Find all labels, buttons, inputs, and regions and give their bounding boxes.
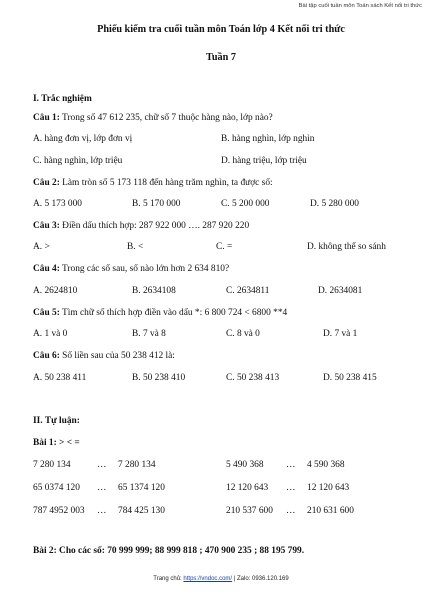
question-text: Trong số 47 612 235, chữ số 7 thuộc hàng nào, lớp nào? [59, 113, 273, 123]
q2-option-d[interactable]: D. 5 280 000 [310, 199, 359, 209]
q4-option-c[interactable]: C. 2634811 [226, 286, 270, 296]
q5-option-c[interactable]: C. 8 và 0 [226, 329, 260, 339]
question-text: Làm tròn số 5 173 118 đến hàng trăm nghìn, ta được số: [59, 178, 273, 188]
question-label: Câu 6: [33, 351, 60, 361]
q3-option-b[interactable]: B. < [127, 242, 144, 252]
bai-1-label: Bài 1: > < = [33, 438, 80, 448]
q6-option-a[interactable]: A. 50 238 411 [33, 373, 87, 383]
q1-option-c[interactable]: C. hàng nghìn, lớp triệu [33, 156, 123, 166]
question-label: Câu 2: [33, 178, 60, 188]
q3-option-a[interactable]: A. > [33, 242, 50, 252]
cmp-left-number: 210 537 600 [226, 506, 273, 516]
q6-option-d[interactable]: D. 50 238 415 [323, 373, 377, 383]
question-label: Câu 4: [33, 264, 60, 274]
q6-option-c[interactable]: C. 50 238 413 [226, 373, 280, 383]
q2-option-b[interactable]: B. 5 170 000 [132, 199, 181, 209]
bai-2-text: Bài 2: Cho các số: 70 999 999; 88 999 818 ; 470 900 235 ; 88 195 799. [33, 546, 305, 556]
question-label: Câu 3: [33, 221, 60, 231]
question-4 [33, 264, 229, 274]
cmp-left-number: 787 4952 003 [33, 506, 85, 516]
question-text: Điền dấu thích hợp: 287 922 000 …. 287 920 220 [59, 221, 250, 231]
cmp-blank[interactable]: … [97, 506, 107, 516]
page-header: Bài tập cuối tuần môn Toán sách Kết nối tri thức [298, 3, 422, 9]
footer-prefix: Trang chủ: [153, 576, 184, 582]
cmp-blank[interactable]: … [286, 506, 296, 516]
question-text: Tìm chữ số thích hợp điền vào dấu *: 6 800 724 < 6800 **4 [59, 308, 288, 318]
cmp-blank[interactable]: … [286, 483, 296, 493]
q1-option-a[interactable]: A. hàng đơn vị, lớp đơn vị [33, 134, 133, 144]
page-title: Phiếu kiểm tra cuối tuần môn Toán lớp 4 Kết nối tri thức [97, 24, 345, 35]
cmp-right-number: 210 631 600 [307, 506, 354, 516]
q2-option-a[interactable]: A. 5 173 000 [33, 199, 82, 209]
page-subtitle: Tuần 7 [206, 52, 236, 63]
footer-link[interactable]: https://vndoc.com/ [183, 576, 233, 582]
cmp-right-number: 65 1374 120 [118, 483, 165, 493]
q2-option-c[interactable]: C. 5 200 000 [221, 199, 270, 209]
q1-option-b[interactable]: B. hàng nghìn, lớp nghìn [221, 134, 315, 144]
q5-option-b[interactable]: B. 7 và 8 [132, 329, 166, 339]
cmp-blank[interactable]: … [97, 483, 107, 493]
question-label: Câu 5: [33, 308, 60, 318]
question-6 [33, 351, 175, 361]
q5-option-a[interactable]: A. 1 và 0 [33, 329, 68, 339]
question-5 [33, 308, 287, 318]
cmp-left-number: 65 0374 120 [33, 483, 80, 493]
cmp-right-number: 7 280 134 [118, 460, 156, 470]
question-label: Câu 1: [33, 113, 60, 123]
cmp-left-number: 12 120 643 [226, 483, 269, 493]
q5-option-d[interactable]: D. 7 và 1 [323, 329, 358, 339]
page-footer [0, 576, 442, 582]
q3-option-d[interactable]: D. không thể so sánh [307, 242, 386, 252]
q4-option-d[interactable]: D. 2634081 [318, 286, 363, 296]
question-2 [33, 178, 273, 188]
question-1 [33, 113, 273, 123]
q3-option-c[interactable]: C. = [216, 242, 233, 252]
cmp-blank[interactable]: … [97, 460, 107, 470]
question-text: Trong các số sau, số nào lớn hơn 2 634 810? [59, 264, 230, 274]
section-2-heading: II. Tự luận: [33, 416, 80, 426]
cmp-left-number: 5 490 368 [226, 460, 264, 470]
cmp-left-number: 7 280 134 [33, 460, 71, 470]
q4-option-a[interactable]: A. 2624810 [33, 286, 78, 296]
footer-suffix: | Zalo: 0936.120.169 [232, 576, 289, 582]
question-text: Số liền sau của 50 238 412 là: [59, 351, 175, 361]
cmp-blank[interactable]: … [286, 460, 296, 470]
cmp-right-number: 12 120 643 [307, 483, 350, 493]
section-1-heading: I. Trắc nghiệm [33, 94, 92, 104]
cmp-right-number: 784 425 130 [118, 506, 165, 516]
q4-option-b[interactable]: B. 2634108 [132, 286, 176, 296]
cmp-right-number: 4 590 368 [307, 460, 345, 470]
q1-option-d[interactable]: D. hàng triệu, lớp triệu [221, 156, 307, 166]
q6-option-b[interactable]: B. 50 238 410 [132, 373, 186, 383]
question-3 [33, 221, 249, 231]
